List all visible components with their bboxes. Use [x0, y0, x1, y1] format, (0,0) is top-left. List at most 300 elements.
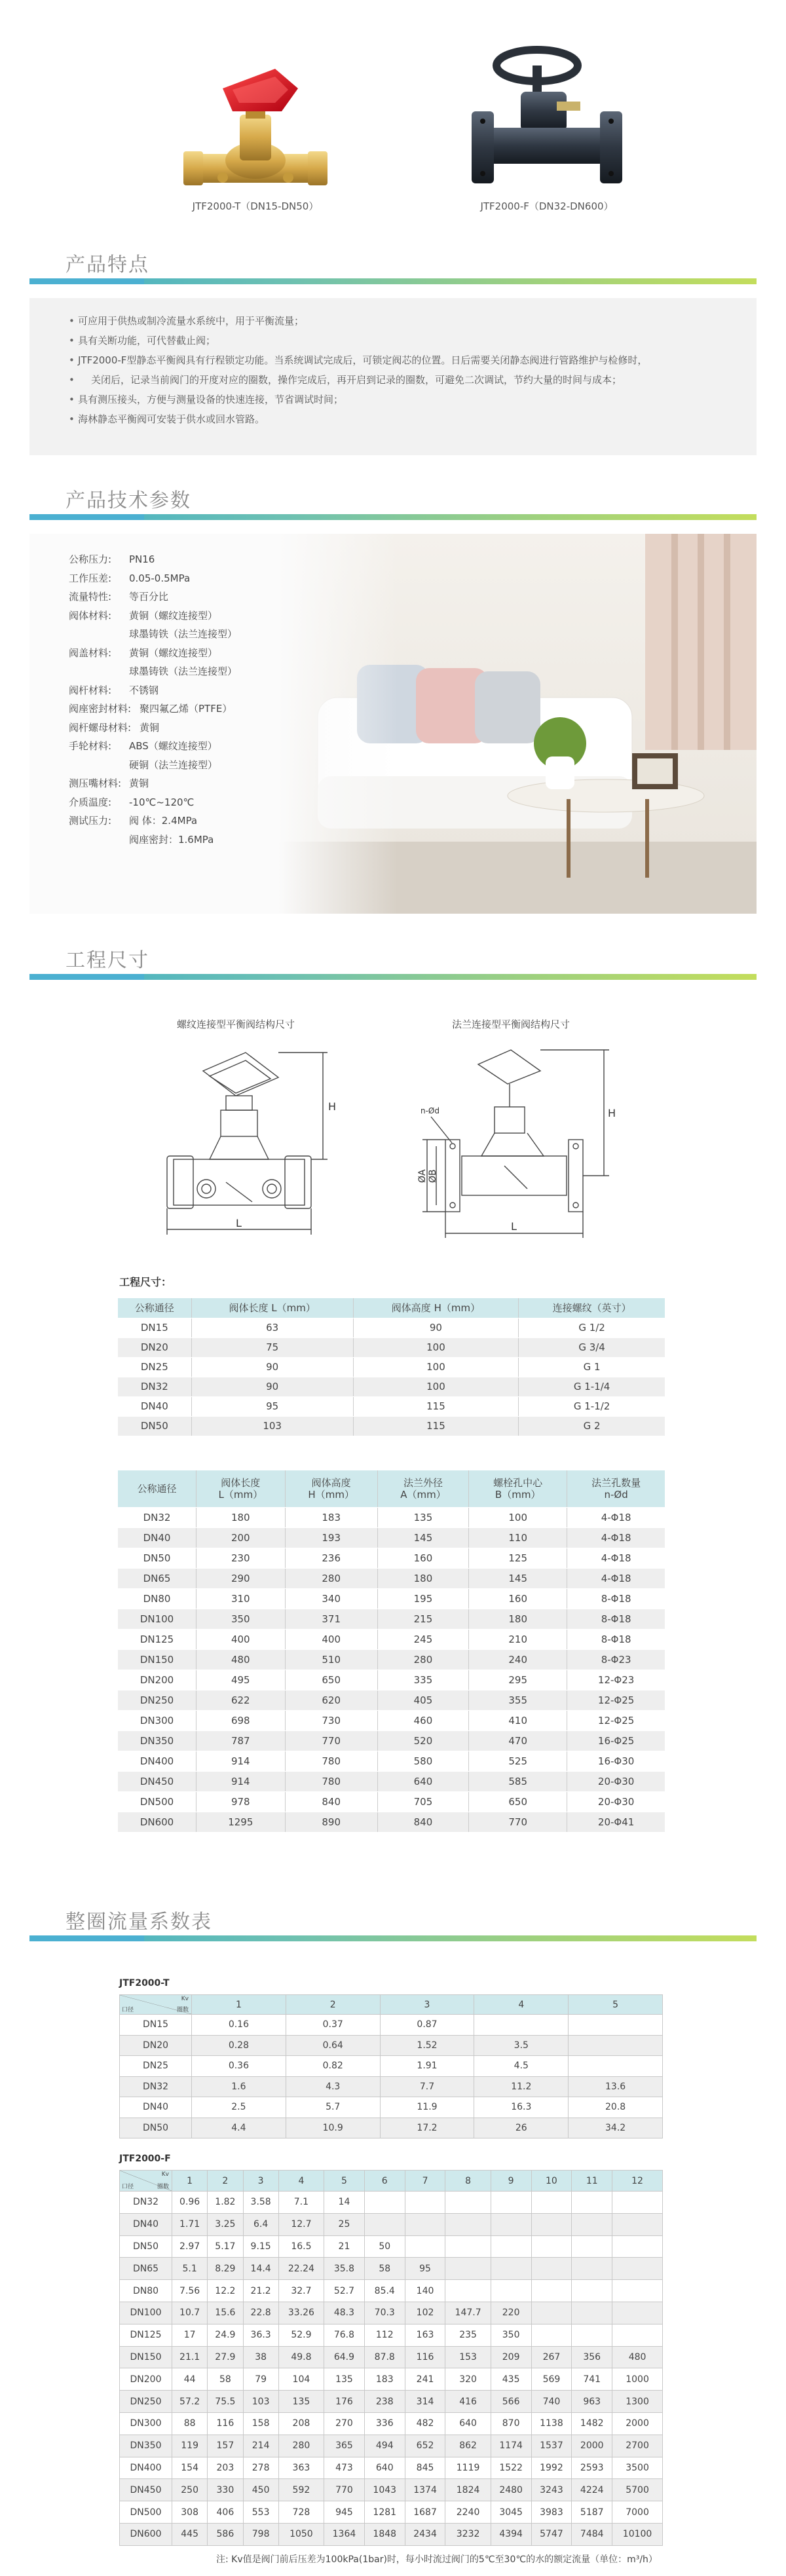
table-cell: 135	[278, 2391, 324, 2413]
table-cell: 100	[353, 1357, 519, 1377]
flanged-valve-drawing	[413, 1045, 616, 1248]
table-cell: 460	[377, 1710, 468, 1730]
features-section-title: 产品特点	[66, 253, 149, 276]
turns-header: 7	[405, 2171, 445, 2192]
table-cell: 95	[191, 1396, 353, 1416]
table-cell: 13.6	[569, 2076, 663, 2097]
table-cell	[569, 2035, 663, 2056]
table-row	[118, 1396, 665, 1416]
table-cell: 295	[469, 1670, 567, 1690]
table-cell: 103	[243, 2391, 278, 2413]
table-cell: DN50	[120, 2118, 192, 2138]
table-cell: 9.15	[243, 2235, 278, 2258]
threaded-valve-drawing	[147, 1045, 337, 1241]
table-cell: 4-Φ18	[567, 1568, 665, 1588]
table-cell: 363	[278, 2457, 324, 2479]
table-cell: 20-Φ30	[567, 1771, 665, 1791]
table-header: 阀体高度 H（mm）	[285, 1470, 377, 1507]
param-row: 球墨铸铁（法兰连接型）	[129, 628, 238, 640]
table-cell: 116	[208, 2412, 243, 2435]
table-cell: 2700	[612, 2435, 663, 2457]
table-cell: 652	[405, 2435, 445, 2457]
table-cell	[531, 2192, 572, 2214]
table-cell: 2.5	[192, 2097, 286, 2118]
table-cell: DN250	[118, 1690, 196, 1710]
table-cell: DN300	[118, 1710, 196, 1730]
param-row: 流量特性: 等百分比	[69, 591, 169, 603]
table-cell: 17.2	[380, 2118, 474, 2138]
table-cell: 154	[172, 2457, 208, 2479]
table-cell: 1.91	[380, 2056, 474, 2077]
turns-header: 5	[324, 2171, 365, 2192]
table-cell: 241	[405, 2368, 445, 2391]
table-cell: 0.36	[192, 2056, 286, 2077]
table-cell: 585	[469, 1771, 567, 1791]
table-cell: G 2	[519, 1416, 665, 1436]
table-header: 法兰孔数量 n-Ød	[567, 1470, 665, 1507]
table-cell: DN32	[118, 1377, 191, 1396]
table-cell: 330	[208, 2479, 243, 2501]
turns-header: 6	[364, 2171, 405, 2192]
table-row	[120, 2213, 663, 2235]
table-cell: 12.2	[208, 2280, 243, 2302]
table-cell: 787	[196, 1730, 286, 1751]
table-cell: 100	[353, 1337, 519, 1357]
table-row	[118, 1751, 665, 1771]
table-cell: 8-Φ18	[567, 1609, 665, 1629]
table-cell: G 1-1/4	[519, 1377, 665, 1396]
table-cell: 36.3	[243, 2324, 278, 2346]
table-cell: 1295	[196, 1812, 286, 1832]
param-row: 阀体材料: 黄铜（螺纹连接型）	[69, 609, 218, 622]
turns-header: 9	[491, 2171, 531, 2192]
table-row	[120, 2097, 663, 2118]
table-cell: 470	[469, 1730, 567, 1751]
table-row	[120, 2479, 663, 2501]
corner-header: Kv 口径 圈数	[120, 1995, 192, 2015]
table-cell: 741	[572, 2368, 612, 2391]
param-row: 阀盖材料: 黄铜（螺纹连接型）	[69, 646, 218, 659]
table-cell: 163	[405, 2324, 445, 2346]
section-divider	[29, 1935, 757, 1941]
table-cell	[572, 2213, 612, 2235]
table-cell: 26	[474, 2118, 569, 2138]
table-cell: DN400	[118, 1751, 196, 1771]
table-cell: DN25	[120, 2056, 192, 2077]
table-cell	[572, 2324, 612, 2346]
table-cell: 10.7	[172, 2302, 208, 2324]
table-cell: 215	[377, 1609, 468, 1629]
dimensions-section-header	[0, 941, 786, 980]
table-cell: 280	[377, 1649, 468, 1670]
table-row	[120, 2235, 663, 2258]
table-cell: 4394	[491, 2523, 531, 2545]
table-cell: 200	[196, 1527, 286, 1548]
table-cell	[445, 2213, 491, 2235]
table-cell: DN40	[118, 1396, 191, 1416]
turns-header: 4	[278, 2171, 324, 2192]
table-cell: 22.24	[278, 2258, 324, 2280]
table-row	[118, 1710, 665, 1730]
table-cell: 58	[364, 2258, 405, 2280]
table-cell: 3232	[445, 2523, 491, 2545]
table-cell	[531, 2213, 572, 2235]
table-cell: 95	[405, 2258, 445, 2280]
table-cell: 34.2	[569, 2118, 663, 2138]
table-cell: 180	[377, 1568, 468, 1588]
table-cell: DN50	[120, 2235, 172, 2258]
table-cell: 7.56	[172, 2280, 208, 2302]
table-cell: 75.5	[208, 2391, 243, 2413]
table-cell: 640	[364, 2457, 405, 2479]
table-cell: 640	[445, 2412, 491, 2435]
table-cell: 11.9	[380, 2097, 474, 2118]
table-cell: 4-Φ18	[567, 1507, 665, 1527]
dim-label-l: L	[511, 1220, 517, 1233]
table-cell: 1050	[278, 2523, 324, 2545]
table-cell: 52.9	[278, 2324, 324, 2346]
table-cell: 100	[469, 1507, 567, 1527]
table-cell: 88	[172, 2412, 208, 2435]
param-row: 测压嘴材料: 黄铜	[69, 777, 149, 789]
table-cell: 728	[278, 2501, 324, 2524]
table-cell	[612, 2324, 663, 2346]
table-cell: 1992	[531, 2457, 572, 2479]
table-cell: 1687	[405, 2501, 445, 2524]
dim-label-h: H	[608, 1107, 616, 1119]
table-cell: 250	[172, 2479, 208, 2501]
table-cell	[445, 2280, 491, 2302]
table-row	[118, 1588, 665, 1609]
table-cell: 10100	[612, 2523, 663, 2545]
table-cell: 21.2	[243, 2280, 278, 2302]
table-row	[120, 2056, 663, 2077]
param-row: 阀座密封材料: 聚四氟乙烯（PTFE）	[69, 703, 233, 715]
table-cell: 22.8	[243, 2302, 278, 2324]
table-cell: 2240	[445, 2501, 491, 2524]
table-cell: 2434	[405, 2523, 445, 2545]
table-cell: 176	[324, 2391, 365, 2413]
table-row	[120, 2435, 663, 2457]
table-cell: DN350	[118, 1730, 196, 1751]
table-cell: 410	[469, 1710, 567, 1730]
table-cell: 4224	[572, 2479, 612, 2501]
flanged-valve-image	[458, 39, 635, 190]
table-cell: 50	[364, 2235, 405, 2258]
product-flanged	[458, 39, 635, 213]
table-header: 阀体长度 L（mm）	[191, 1298, 353, 1318]
table-cell	[491, 2192, 531, 2214]
flanged-flow-table	[119, 2170, 663, 2546]
table-cell: 8.29	[208, 2258, 243, 2280]
turns-header: 3	[243, 2171, 278, 2192]
table-cell: DN100	[118, 1609, 196, 1629]
table-cell: 12-Φ23	[567, 1670, 665, 1690]
table-cell: 11.2	[474, 2076, 569, 2097]
table-cell: 770	[324, 2479, 365, 2501]
table-cell: G 1/2	[519, 1318, 665, 1337]
table-cell: 445	[172, 2523, 208, 2545]
table-cell: 1.82	[208, 2192, 243, 2214]
table-cell: 4-Φ18	[567, 1527, 665, 1548]
table-cell: DN15	[118, 1318, 191, 1337]
table-cell: DN200	[120, 2368, 172, 2391]
dim-label-nd: n-Ød	[421, 1106, 440, 1115]
corner-header: Kv 口径 圈数	[120, 2171, 172, 2192]
table-cell: 350	[491, 2324, 531, 2346]
table-cell: 21.1	[172, 2346, 208, 2368]
table-cell: 308	[172, 2501, 208, 2524]
threaded-dimensions-table	[118, 1298, 665, 1436]
table-cell: 914	[196, 1751, 286, 1771]
table-cell: DN500	[118, 1791, 196, 1812]
feature-item-continued: • 关闭后，记录当前阀门的开度对应的圈数，操作完成后，再开启到记录的圈数，可避免二次调试，节约大量的时间与成本；	[69, 370, 717, 390]
table-cell: DN65	[120, 2258, 172, 2280]
param-row: 介质温度: -10℃~120℃	[69, 796, 195, 808]
table-cell: 38	[243, 2346, 278, 2368]
table-cell: 0.37	[286, 2015, 380, 2036]
table-cell: 10.9	[286, 2118, 380, 2138]
params-section-title: 产品技术参数	[66, 489, 191, 512]
product-flanged-caption: JTF2000-F（DN32-DN600）	[480, 200, 614, 212]
table-row	[118, 1337, 665, 1357]
table-cell: 15.6	[208, 2302, 243, 2324]
table-cell: 335	[377, 1670, 468, 1690]
table-cell: 33.26	[278, 2302, 324, 2324]
table-cell: 209	[491, 2346, 531, 2368]
table-cell: 208	[278, 2412, 324, 2435]
table-row	[120, 2280, 663, 2302]
table-cell: 1.6	[192, 2076, 286, 2097]
table-cell: 16.3	[474, 2097, 569, 2118]
table-row	[118, 1609, 665, 1629]
table-cell	[569, 2015, 663, 2036]
table-cell: 116	[405, 2346, 445, 2368]
table-cell: DN15	[120, 2015, 192, 2036]
table-row	[118, 1771, 665, 1791]
table-cell: 4.4	[192, 2118, 286, 2138]
table-cell: DN25	[118, 1357, 191, 1377]
table-row	[118, 1548, 665, 1568]
flanged-dimensions-table	[118, 1470, 665, 1833]
param-row: 硬铜（法兰连接型）	[129, 758, 218, 771]
feature-item: • 海林静态平衡阀可安装于供水或回水管路。	[69, 409, 717, 429]
param-row: 阀杆螺母材料: 黄铜	[69, 721, 160, 734]
threaded-valve-image	[177, 62, 334, 190]
table-cell: 450	[243, 2479, 278, 2501]
table-cell: 2.97	[172, 2235, 208, 2258]
turns-header: 5	[569, 1995, 663, 2015]
table-cell: 27.9	[208, 2346, 243, 2368]
section-divider	[29, 514, 757, 520]
table-cell	[474, 2015, 569, 2036]
table-cell: DN600	[118, 1812, 196, 1832]
table-cell: 140	[405, 2280, 445, 2302]
table-cell: 183	[364, 2368, 405, 2391]
table-cell: 79	[243, 2368, 278, 2391]
table-cell	[612, 2213, 663, 2235]
table-cell	[364, 2213, 405, 2235]
table-row	[120, 2035, 663, 2056]
table-row	[120, 2346, 663, 2368]
table-cell: 1522	[491, 2457, 531, 2479]
table-cell: 267	[531, 2346, 572, 2368]
features-list	[29, 298, 757, 455]
table-cell: 210	[469, 1629, 567, 1649]
table-cell: 157	[208, 2435, 243, 2457]
table-cell: 270	[324, 2412, 365, 2435]
table-cell: DN40	[118, 1527, 196, 1548]
table-cell: 236	[285, 1548, 377, 1568]
table-row	[120, 2258, 663, 2280]
table-cell: 16-Φ25	[567, 1730, 665, 1751]
feature-item: • 具有测压接头，方便与测量设备的快速连接，节省调试时间；	[69, 390, 717, 409]
table-cell: 620	[285, 1690, 377, 1710]
dimensions-section-title: 工程尺寸	[66, 949, 149, 972]
table-cell: 0.16	[192, 2015, 286, 2036]
table-cell: DN450	[118, 1771, 196, 1791]
table3-label: JTF2000-T	[119, 1978, 170, 1988]
table-row	[120, 2015, 663, 2036]
product-showcase	[0, 0, 786, 226]
table-cell: 1138	[531, 2412, 572, 2435]
table-cell: DN80	[120, 2280, 172, 2302]
threaded-diagram-caption: 螺纹连接型平衡阀结构尺寸	[177, 1018, 295, 1030]
param-row: 阀杆材料: 不锈钢	[69, 684, 159, 696]
table-cell: 87.8	[364, 2346, 405, 2368]
dim-label-a: ØA	[417, 1169, 428, 1183]
dim-label-l: L	[236, 1217, 242, 1229]
table-cell: 4.5	[474, 2056, 569, 2077]
table-cell: 400	[196, 1629, 286, 1649]
table-cell: 48.3	[324, 2302, 365, 2324]
table-cell: DN50	[118, 1416, 191, 1436]
table-header: 阀体长度 L（mm）	[196, 1470, 286, 1507]
flow-section-title: 整圈流量系数表	[66, 1911, 212, 1933]
param-row: 阀座密封：1.6MPa	[129, 833, 214, 846]
table-header: 阀体高度 H（mm）	[353, 1298, 519, 1318]
table-cell	[612, 2258, 663, 2280]
table-cell: 3983	[531, 2501, 572, 2524]
table-cell: 473	[324, 2457, 365, 2479]
table-cell: 1300	[612, 2391, 663, 2413]
feature-item: • 可应用于供热或制冷流量水系统中，用于平衡流量；	[69, 311, 717, 331]
table-cell	[491, 2235, 531, 2258]
table-cell: DN400	[120, 2457, 172, 2479]
table-cell: 4.3	[286, 2076, 380, 2097]
table-cell: 2000	[612, 2412, 663, 2435]
table-row	[120, 2523, 663, 2545]
table-cell	[612, 2192, 663, 2214]
table-cell: DN20	[118, 1337, 191, 1357]
table-cell: 482	[405, 2412, 445, 2435]
param-row: 球墨铸铁（法兰连接型）	[129, 665, 238, 677]
features-section-header	[0, 246, 786, 285]
table-row	[120, 2324, 663, 2346]
table-cell	[572, 2235, 612, 2258]
table-cell: 240	[469, 1649, 567, 1670]
table-row	[120, 2412, 663, 2435]
table-row	[118, 1377, 665, 1396]
table-cell: 20-Φ41	[567, 1812, 665, 1832]
table-cell	[531, 2258, 572, 2280]
table-cell: 85.4	[364, 2280, 405, 2302]
table-cell: DN65	[118, 1568, 196, 1588]
table-cell: DN200	[118, 1670, 196, 1690]
table-cell: 914	[196, 1771, 286, 1791]
table-cell: 480	[196, 1649, 286, 1670]
table-cell: 0.87	[380, 2015, 474, 2036]
table-cell	[445, 2258, 491, 2280]
table-cell: 52.7	[324, 2280, 365, 2302]
table-row	[118, 1629, 665, 1649]
table-cell: 278	[243, 2457, 278, 2479]
table-row	[118, 1649, 665, 1670]
table-cell: 4-Φ18	[567, 1548, 665, 1568]
table-cell: 978	[196, 1791, 286, 1812]
table-cell: 365	[324, 2435, 365, 2457]
params-section-header	[0, 481, 786, 521]
table-cell: 405	[377, 1690, 468, 1710]
table-cell	[572, 2192, 612, 2214]
table-cell: 235	[445, 2324, 491, 2346]
table-cell: 520	[377, 1730, 468, 1751]
table-cell: 16.5	[278, 2235, 324, 2258]
table-cell: 220	[491, 2302, 531, 2324]
table-cell: 195	[377, 1588, 468, 1609]
table-cell: 7.1	[278, 2192, 324, 2214]
table-cell: 580	[377, 1751, 468, 1771]
dim-label-h: H	[328, 1100, 337, 1113]
table-cell: 525	[469, 1751, 567, 1771]
table-cell: 770	[285, 1730, 377, 1751]
product-threaded	[177, 62, 334, 213]
table-cell: 0.28	[192, 2035, 286, 2056]
table-cell: DN20	[120, 2035, 192, 2056]
table-cell: 7484	[572, 2523, 612, 2545]
table-cell: 7.7	[380, 2076, 474, 2097]
table-cell: 1482	[572, 2412, 612, 2435]
table-cell	[405, 2213, 445, 2235]
turns-header: 1	[192, 1995, 286, 2015]
table-cell: DN125	[118, 1629, 196, 1649]
table-cell: 7000	[612, 2501, 663, 2524]
table-cell: 32.7	[278, 2280, 324, 2302]
table-cell: G 3/4	[519, 1337, 665, 1357]
dim-label-b: ØB	[428, 1169, 438, 1183]
table-cell: 1000	[612, 2368, 663, 2391]
table-header: 螺栓孔中心 B（mm）	[469, 1470, 567, 1507]
table-cell: 740	[531, 2391, 572, 2413]
table-cell: 21	[324, 2235, 365, 2258]
table-cell: 494	[364, 2435, 405, 2457]
table-cell	[491, 2213, 531, 2235]
table-cell: 320	[445, 2368, 491, 2391]
table-cell: 64.9	[324, 2346, 365, 2368]
table-cell: 569	[531, 2368, 572, 2391]
table-cell: 416	[445, 2391, 491, 2413]
table-cell: 153	[445, 2346, 491, 2368]
table-cell: 566	[491, 2391, 531, 2413]
param-row: 手轮材料: ABS（螺纹连接型）	[69, 740, 217, 752]
table-row	[120, 2501, 663, 2524]
table-cell: 103	[191, 1416, 353, 1436]
table-cell: DN32	[120, 2192, 172, 2214]
table-cell: 12-Φ25	[567, 1710, 665, 1730]
table-cell: 356	[572, 2346, 612, 2368]
table-cell: 553	[243, 2501, 278, 2524]
table-cell: DN450	[120, 2479, 172, 2501]
